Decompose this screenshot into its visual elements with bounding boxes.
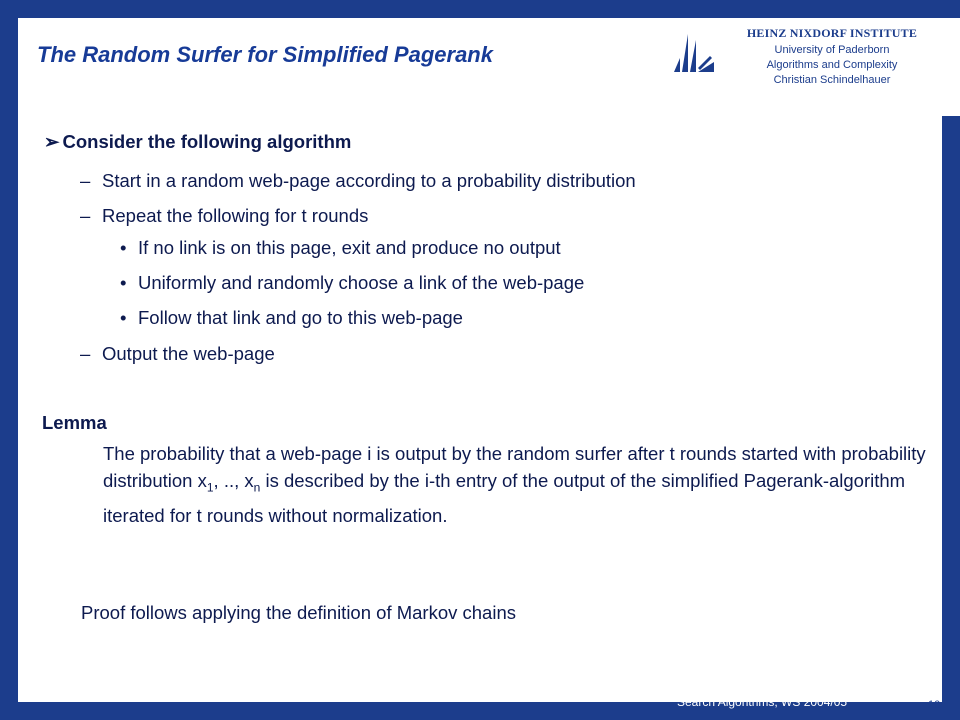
substep-follow-text: Follow that link and go to this web-page (138, 307, 463, 328)
substep-follow (120, 307, 463, 329)
lemma-sub-1: 1 (206, 480, 214, 495)
footer-course: Search Algorithms, WS 2004/05 (677, 695, 848, 709)
institute-block (722, 26, 942, 86)
step-start (80, 170, 636, 192)
dot-bullet: • (120, 237, 127, 258)
lemma-sub-n: n (253, 480, 261, 495)
step-output-text: Output the web-page (102, 343, 275, 364)
frame-right-bar (942, 116, 960, 720)
institute-name: HEINZ NIXDORF INSTITUTE (746, 26, 918, 40)
group-name: Algorithms and Complexity (766, 59, 898, 71)
page-number: 10 (928, 699, 941, 711)
arrow-bullet-icon: ➢ (44, 131, 60, 152)
heading-text: Consider the following algorithm (62, 131, 352, 152)
substep-choose-text: Uniformly and randomly choose a link of the web-page (138, 272, 585, 293)
step-output (80, 343, 275, 365)
lemma-text-part2: , .., x (213, 470, 254, 491)
step-start-text: Start in a random web-page according to a probability distribution (102, 170, 636, 191)
dot-bullet: • (120, 307, 127, 328)
substep-nolink-text: If no link is on this page, exit and produce no output (138, 237, 561, 258)
author-name: Christian Schindelhauer (773, 74, 891, 86)
proof-line: Proof follows applying the definition of Markov chains (81, 602, 516, 623)
lemma-title: Lemma (42, 412, 107, 433)
lemma-text-part3: is described by the i-th entry of the output of the simplified Pagerank-algorithm iterated for t rounds without normalization. (103, 470, 906, 526)
dot-bullet: • (120, 272, 127, 293)
institute-logo-icon (670, 28, 718, 76)
slide-title: The Random Surfer for Simplified Pagerank (37, 42, 493, 67)
dash-bullet: – (80, 343, 91, 364)
heading-consider (44, 131, 351, 153)
university-name: University of Paderborn (774, 44, 890, 56)
lemma-paragraph (103, 440, 933, 529)
substep-nolink (120, 237, 561, 259)
lemma-text-part1: The probability that a web-page i is output by the random surfer after t rounds started with probability distribution x (103, 443, 926, 491)
dash-bullet: – (80, 170, 91, 191)
step-repeat (80, 205, 368, 227)
substep-choose (120, 272, 584, 294)
step-repeat-text: Repeat the following for t rounds (102, 205, 369, 226)
dash-bullet: – (80, 205, 91, 226)
